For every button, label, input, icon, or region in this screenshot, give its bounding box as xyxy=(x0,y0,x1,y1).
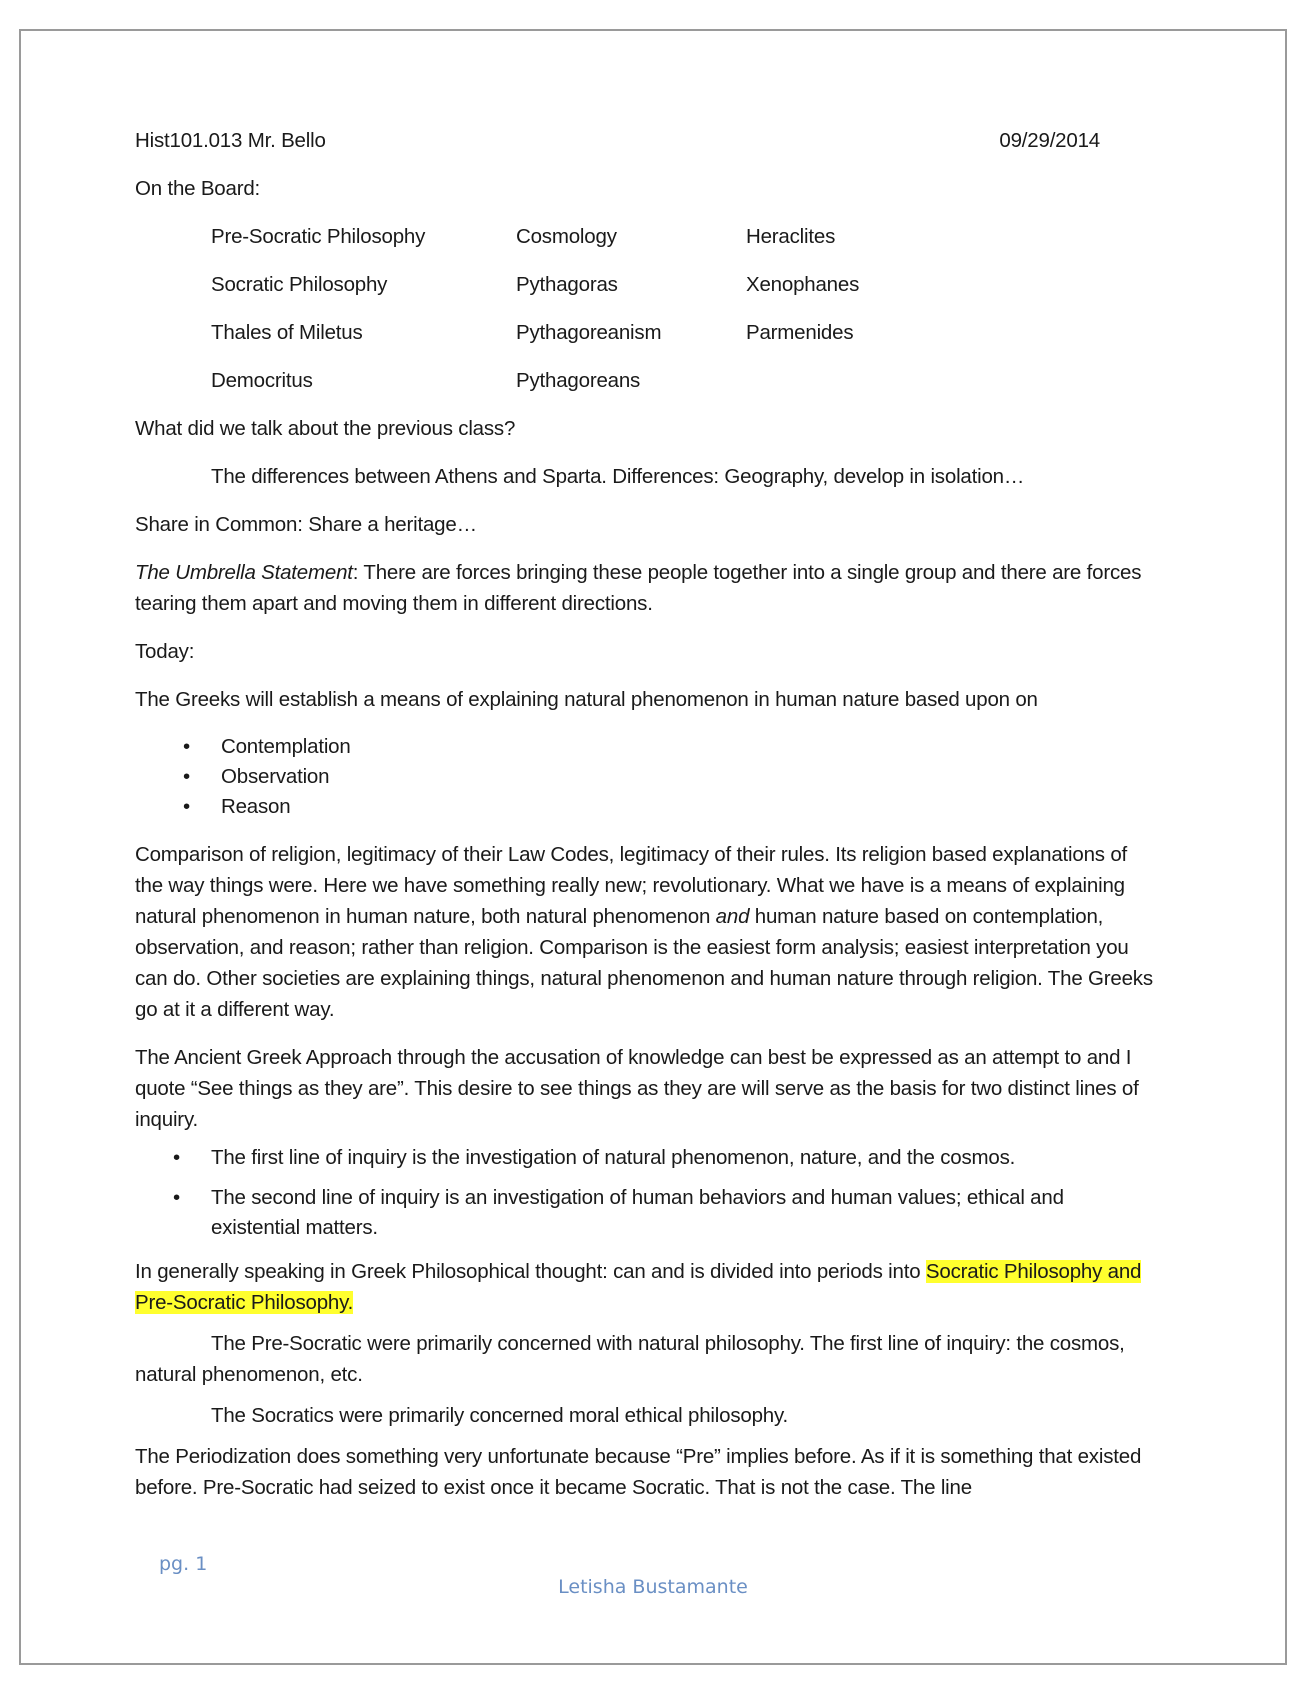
bullet-icon: • xyxy=(183,765,190,788)
share-in-common: Share in Common: Share a heritage… xyxy=(135,513,477,536)
board-term: Pre-Socratic Philosophy xyxy=(211,225,426,248)
document-body xyxy=(135,125,1155,1520)
board-terms-grid xyxy=(211,221,1155,396)
umbrella-text: : There are forces bringing these people together into a single group and there are forces tearing them apart and moving them in different directions. xyxy=(135,561,1142,615)
document-header xyxy=(135,125,1100,156)
inquiry-list xyxy=(135,1143,1155,1243)
board-term xyxy=(746,365,946,396)
board-term: Parmenides xyxy=(746,321,854,344)
method-list xyxy=(135,732,1155,822)
list-item-text: The first line of inquiry is the investigation of natural phenomenon, nature, and the cosmos. xyxy=(211,1146,1016,1169)
bullet-icon: • xyxy=(183,735,190,758)
list-item xyxy=(135,1143,1155,1173)
board-term: Thales of Miletus xyxy=(211,321,363,344)
today-intro: The Greeks will establish a means of explaining natural phenomenon in human nature based upon on xyxy=(135,688,1038,711)
board-term: Socratic Philosophy xyxy=(211,273,388,296)
author-name: Letisha Bustamante xyxy=(558,1576,748,1598)
list-item-text: Contemplation xyxy=(221,735,351,758)
bullet-icon: • xyxy=(183,795,190,818)
paragraph-text: human nature based on contemplation, observation, and reason; rather than religion. Comparison is the easiest form analysis; easiest interpretation you can do. Other societies are explaining things, natural phenomenon and human nature through religion. The Greeks go at it a different way. xyxy=(135,905,1153,1021)
umbrella-label: The Umbrella Statement xyxy=(135,561,353,584)
board-term: Pythagoras xyxy=(516,273,618,296)
board-term: Xenophanes xyxy=(746,273,860,296)
list-item-text: Observation xyxy=(221,765,330,788)
list-item xyxy=(135,762,1155,792)
periods-paragraph xyxy=(135,1256,1155,1318)
board-term: Cosmology xyxy=(516,225,617,248)
list-item xyxy=(135,732,1155,762)
previous-class-question: What did we talk about the previous class? xyxy=(135,417,516,440)
umbrella-statement xyxy=(135,557,1155,619)
list-item xyxy=(135,792,1155,822)
pre-socratic-paragraph: The Pre-Socratic were primarily concerned with natural philosophy. The first line of inquiry: the cosmos, natural phenomenon, etc. xyxy=(135,1332,1125,1386)
list-item-text: The second line of inquiry is an investigation of human behaviors and human values; ethical and existential matters. xyxy=(211,1186,1064,1239)
approach-paragraph: The Ancient Greek Approach through the accusation of knowledge can best be expressed as an attempt to and I quote “See things as they are”. This desire to see things as they are will serve as the basis for two distinct lines of inquiry. xyxy=(135,1046,1139,1131)
comparison-paragraph xyxy=(135,839,1155,1025)
paragraph-text: In generally speaking in Greek Philosophical thought: can and is divided into periods into xyxy=(135,1260,926,1283)
board-term: Pythagoreans xyxy=(516,369,641,392)
periodization-paragraph: The Periodization does something very unfortunate because “Pre” implies before. As if it is something that existed before. Pre-Socratic had seized to exist once it became Socratic. That is not the case. The line xyxy=(135,1445,1142,1499)
list-item xyxy=(135,1183,1155,1243)
document-date: 09/29/2014 xyxy=(999,129,1100,152)
board-term: Pythagoreanism xyxy=(516,321,662,344)
board-heading: On the Board: xyxy=(135,177,261,200)
board-term: Democritus xyxy=(211,369,313,392)
page-number: pg. 1 xyxy=(159,1553,208,1575)
course-title: Hist101.013 Mr. Bello xyxy=(135,129,326,152)
list-item-text: Reason xyxy=(221,795,291,818)
bullet-icon: • xyxy=(173,1186,180,1209)
socratic-paragraph: The Socratics were primarily concerned moral ethical philosophy. xyxy=(211,1404,789,1427)
bullet-icon: • xyxy=(173,1146,180,1169)
paragraph-text: Comparison of religion, legitimacy of their Law Codes, legitimacy of their rules. Its religion based explanations of the way things were. Here we have something really new; revolutionary. What we have is a means of explaining natural phenomenon in human nature, both natural phenomenon xyxy=(135,843,1128,928)
board-term: Heraclites xyxy=(746,225,836,248)
today-heading: Today: xyxy=(135,640,195,663)
highlighted-text: Socratic Philosophy and Pre-Socratic Philosophy. xyxy=(135,1260,1142,1314)
previous-class-answer: The differences between Athens and Sparta. Differences: Geography, develop in isolation… xyxy=(211,465,1025,488)
emphasis-text: and xyxy=(715,905,750,928)
